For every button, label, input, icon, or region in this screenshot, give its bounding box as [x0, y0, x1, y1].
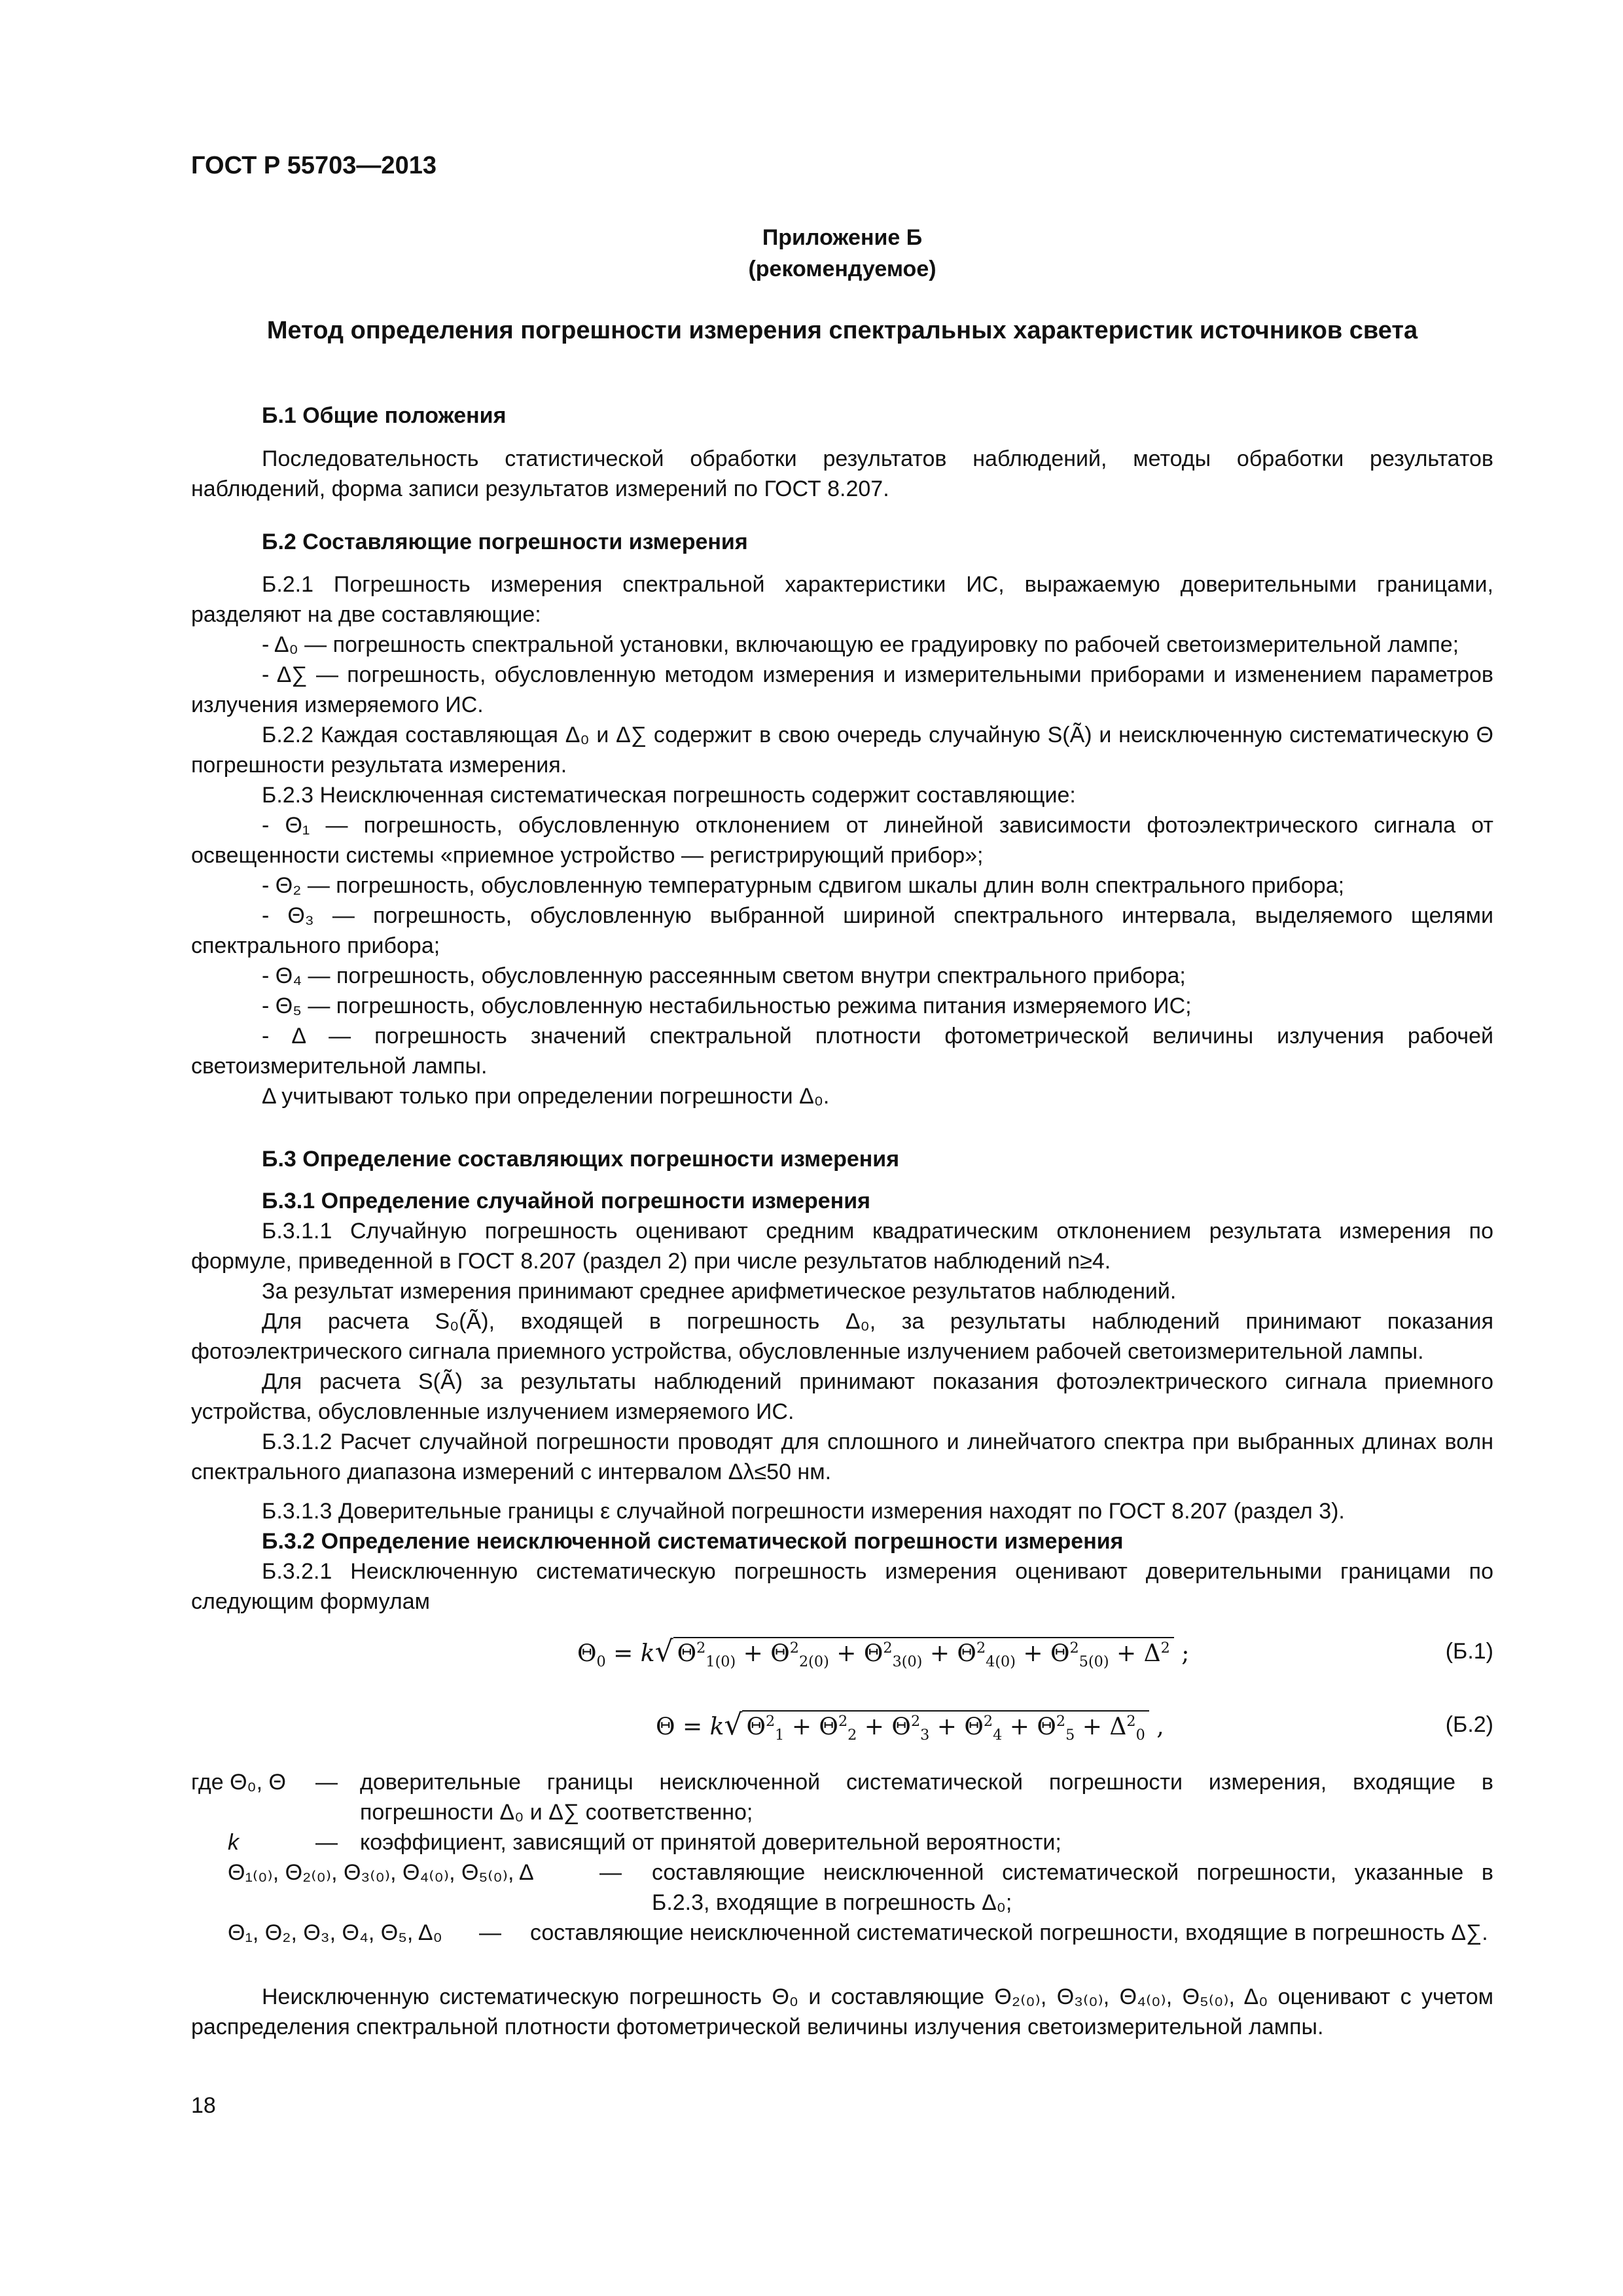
paragraph-b312: Б.3.1.2 Расчет случайной погрешности проводят для сплошного и линейчатого спектра при выбранных длинах волн спектрального диапазона измерений с интервалом Δλ≤50 нм.	[191, 1429, 1493, 1484]
where-text-4: составляющие неисключенной систематической погрешности, входящие в погрешность Δ∑.	[530, 1920, 1488, 1945]
where-dash-3: —	[599, 1860, 622, 1885]
where-dash-1: —	[315, 1770, 338, 1795]
where-symbol-1: где Θ₀, Θ	[191, 1770, 286, 1795]
where-symbol-2: k	[228, 1830, 239, 1855]
paragraph-b22: Б.2.2 Каждая составляющая Δ₀ и Δ∑ содержит в свою очередь случайную S(Ã) и неисключенную систематическую Θ погрешности результата измерения.	[191, 723, 1493, 778]
formula-b1: $\Theta_0 = k√$ $\Theta^2_{1(0)} + \Theta^2_{2(0)} + \Theta^2_{3(0)} + \Theta^2_{4(0)} + \Theta^2_{5(0)} + \Delta^2$ ;	[577, 1635, 1190, 1671]
item-delta: - Δ — погрешность значений спектральной плотности фотометрической величины излучения рабочей светоизмерительной лампы.	[191, 1024, 1493, 1079]
where-symbol-4: Θ₁, Θ₂, Θ₃, Θ₄, Θ₅, Δ₀	[228, 1920, 442, 1945]
document-id: ГОСТ Р 55703—2013	[191, 152, 437, 179]
formula-b2: Θ = k√ $\Theta^2_1 + \Theta^2_2 + \Theta^2_3 + \Theta^2_4 + \Theta^2_5 + \Delta^2_0$ ,	[656, 1708, 1164, 1744]
where-dash-4: —	[479, 1920, 501, 1945]
paragraph-b313: Б.3.1.3 Доверительные границы ε случайной погрешности измерения находят по ГОСТ 8.207 (раздел 3).	[262, 1499, 1345, 1524]
paragraph-b311: Б.3.1.1 Случайную погрешность оценивают средним квадратическим отклонением результата измерения по формуле, приведенной в ГОСТ 8.207 (раздел 2) при числе результатов наблюдений n≥4.	[191, 1219, 1493, 1274]
paragraph-b321: Б.3.2.1 Неисключенную систематическую погрешность измерения оценивают доверительными границами по следующим формулам	[191, 1559, 1493, 1614]
paragraph-final: Неисключенную систематическую погрешность Θ₀ и составляющие Θ₂₍₀₎, Θ₃₍₀₎, Θ₄₍₀₎, Θ₅₍₀₎, Δ₀ оценивают с учетом распределения спектральной плотности фотометрической величины излучения светоизмерительной лампы.	[191, 1984, 1493, 2039]
equation-number-b1: (Б.1)	[1445, 1639, 1493, 1664]
where-text-3: составляющие неисключенной систематической погрешности, указанные в Б.2.3, входящие в погрешность Δ₀;	[652, 1860, 1493, 1915]
document-page	[191, 0, 1493, 2296]
item-theta4: - Θ₄ — погрешность, обусловленную рассеянным светом внутри спектрального прибора;	[262, 963, 1186, 988]
section-b2-body	[191, 569, 1493, 1111]
item-theta5: - Θ₅ — погрешность, обусловленную нестабильностью режима питания измеряемого ИС;	[262, 994, 1192, 1018]
item-theta3: - Θ₃ — погрешность, обусловленную выбранной шириной спектрального интервала, выделяемого щелями спектрального прибора;	[191, 903, 1493, 958]
section-b3-heading: Б.3 Определение составляющих погрешности измерения	[262, 1147, 900, 1172]
section-b3-body	[191, 1186, 1493, 1617]
section-b2-heading: Б.2 Составляющие погрешности измерения	[262, 529, 748, 554]
paragraph-b311b: За результат измерения принимают среднее арифметическое результатов наблюдений.	[262, 1279, 1177, 1304]
note-delta: Δ учитывают только при определении погрешности Δ₀.	[262, 1084, 830, 1109]
section-b1-text: Последовательность статистической обработки результатов наблюдений, методы обработки результатов наблюдений, форма записи результатов измерений по ГОСТ 8.207.	[191, 446, 1493, 501]
paragraph-b23: Б.2.3 Неисключенная систематическая погрешность содержит составляющие:	[262, 783, 1076, 808]
paragraph-b311d: Для расчета S(Ã) за результаты наблюдений принимают показания фотоэлектрического сигнала приемного устройства, обусловленные излучением измеряемого ИС.	[191, 1369, 1493, 1424]
paragraph-b311c: Для расчета S₀(Ã), входящей в погрешность Δ₀, за результаты наблюдений принимают показания фотоэлектрического сигнала приемного устройства, обусловленные излучением рабочей светоизмерительной лампы.	[191, 1309, 1493, 1364]
subsection-b32-heading: Б.3.2 Определение неисключенной систематической погрешности измерения	[262, 1529, 1124, 1554]
where-text-1: доверительные границы неисключенной систематической погрешности измерения, входящие в погрешности Δ₀ и Δ∑ соответственно;	[360, 1770, 1493, 1825]
subsection-b31-heading: Б.3.1 Определение случайной погрешности измерения	[262, 1189, 870, 1213]
where-symbol-3: Θ₁₍₀₎, Θ₂₍₀₎, Θ₃₍₀₎, Θ₄₍₀₎, Θ₅₍₀₎, Δ	[228, 1860, 534, 1885]
document-title: Метод определения погрешности измерения спектральных характеристик источников света	[266, 317, 1418, 344]
item-theta2: - Θ₂ — погрешность, обусловленную температурным сдвигом шкалы длин волн спектрального прибора;	[262, 873, 1345, 898]
item-theta1: - Θ₁ — погрешность, обусловленную отклонением от линейной зависимости фотоэлектрического сигнала от освещенности системы «приемное устройство — регистрирующий прибор»;	[191, 813, 1493, 868]
item-delta-sum: - Δ∑ — погрешность, обусловленную методом измерения и измерительными приборами и изменением параметров излучения измеряемого ИС.	[191, 662, 1493, 717]
appendix-status: (рекомендуемое)	[748, 257, 936, 281]
appendix-title: Приложение Б	[762, 225, 923, 250]
page-number: 18	[191, 2093, 216, 2118]
section-b1-heading: Б.1 Общие положения	[262, 403, 507, 428]
where-text-2: коэффициент, зависящий от принятой доверительной вероятности;	[360, 1830, 1061, 1855]
item-delta0: - Δ₀ — погрешность спектральной установки, включающую ее градуировку по рабочей светоизмерительной лампе;	[262, 632, 1459, 657]
paragraph-b21: Б.2.1 Погрешность измерения спектральной характеристики ИС, выражаемую доверительными границами, разделяют на две составляющие:	[191, 572, 1493, 627]
where-dash-2: —	[315, 1830, 338, 1855]
equation-number-b2: (Б.2)	[1445, 1712, 1493, 1737]
